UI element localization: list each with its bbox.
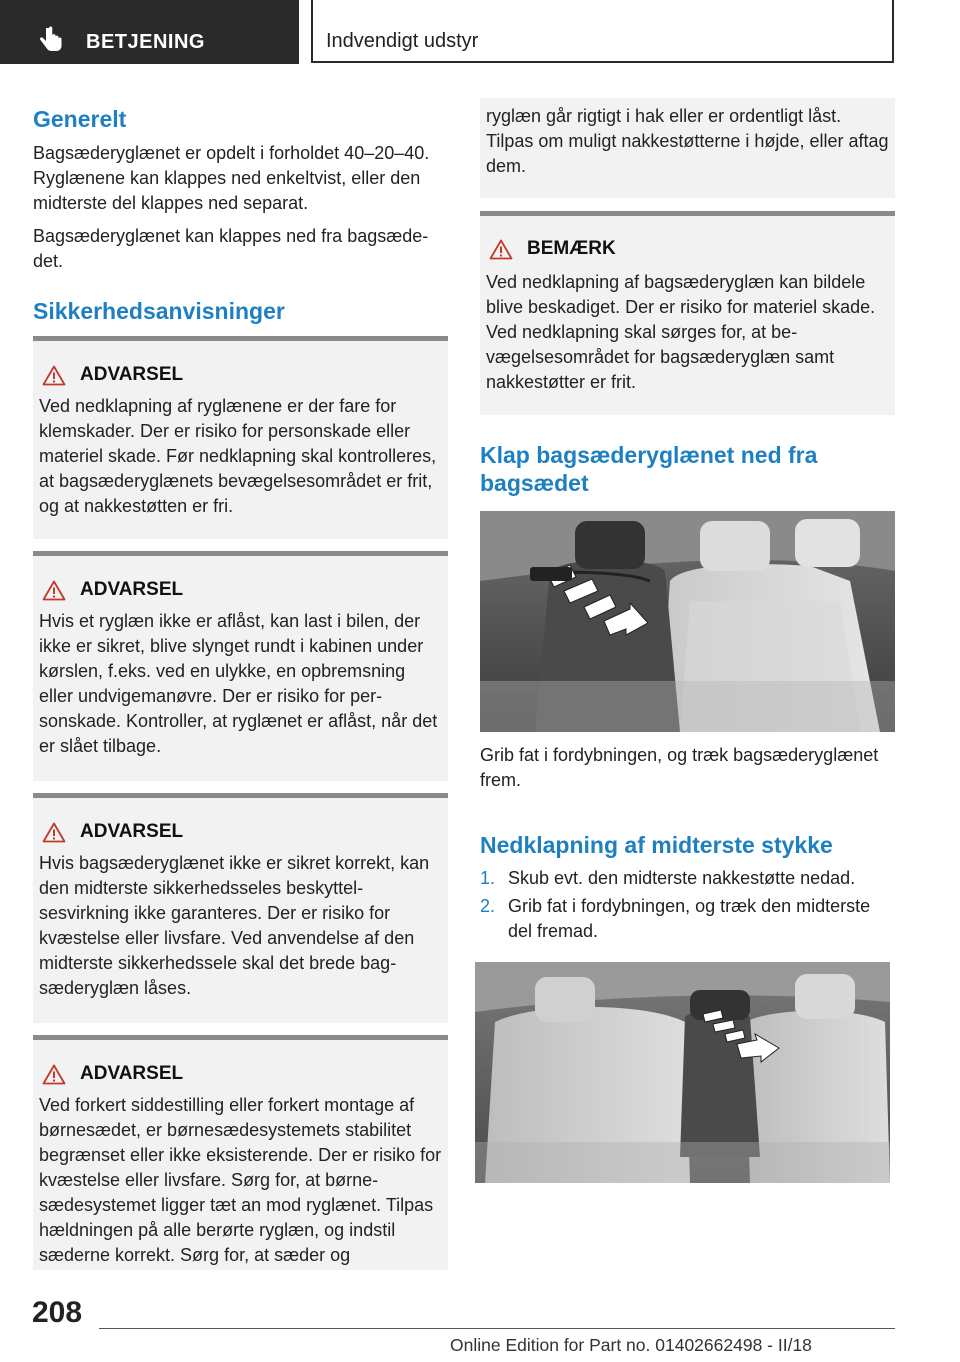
klap-heading-wrap <box>480 441 880 497</box>
note-top-bar <box>480 211 895 216</box>
warning-label: ADVARSEL <box>80 1063 184 1084</box>
generelt-paragraph-2: Bagsæderyglænet kan klappes ned fra bagsædedet. <box>33 226 429 271</box>
warning-box <box>33 551 448 781</box>
warning-text: Hvis et ryglæn ikke er aflåst, kan last i bilen, der ikke er sikret, blive slynget rundt i kabinen under kørslen, f.eks. ved en ulykke, en opbremsning eller undvigemanøvre. Der er risiko for personskade. Kontroller, at ryglænet er aflåst, når det er slået tilbage. <box>39 611 438 756</box>
note-label: BEMÆRK <box>527 238 616 259</box>
steps-list <box>480 866 895 944</box>
safety-heading-wrap <box>33 297 448 325</box>
klap-heading: Klap bagsæderyglænet ned fra bagsædet <box>480 442 818 496</box>
safety-heading: Sikkerhedsanvisninger <box>33 298 285 324</box>
warning-box <box>33 793 448 1023</box>
footer-rule <box>99 1328 895 1329</box>
generelt-block <box>33 105 448 274</box>
header-section-label: BETJENING <box>86 31 205 53</box>
warning-top-bar <box>33 551 448 556</box>
warning-triangle-icon <box>42 1064 66 1085</box>
steps-list-wrap <box>480 866 895 947</box>
warning-box <box>33 1035 448 1270</box>
warning-header <box>42 364 183 386</box>
step-number: 2. <box>480 896 496 916</box>
generelt-heading: Generelt <box>33 106 127 132</box>
header-section-tab <box>0 0 299 64</box>
warning-text: Hvis bagsæderyglænet ikke er sikret korrekt, kan den midterste sikkerhedsseles beskyttelsesvirkning ikke garanteres. Der er risiko for kvæstelse eller livsfare. Ved anvendelse af den midterste sikkerhedssele skal det brede bagsæderyglæn låses. <box>39 853 430 998</box>
midt-heading-wrap <box>480 831 895 859</box>
warning-header <box>42 821 183 843</box>
page-number: 208 <box>32 1296 83 1329</box>
warning-triangle-icon <box>42 365 66 386</box>
list-item <box>480 894 895 944</box>
warning-label: ADVARSEL <box>80 364 184 385</box>
warning-label: ADVARSEL <box>80 579 184 600</box>
midt-heading: Nedklapning af midterste stykke <box>480 832 833 858</box>
warning-continuation-box <box>480 98 895 198</box>
warning-triangle-icon <box>42 580 66 601</box>
note-header <box>489 238 616 260</box>
rear-seat-photo-2 <box>475 962 890 1183</box>
warning-top-bar <box>33 1035 448 1040</box>
warning-triangle-icon <box>42 822 66 843</box>
hand-pointer-icon <box>38 26 64 54</box>
footer-edition: Online Edition for Part no. 01402662498 - II/18 <box>450 1335 812 1355</box>
step-text: Grib fat i fordybningen, og træk den midterste del fremad. <box>508 896 871 941</box>
warning-continuation-text: ryglæn går rigtigt i hak eller er ordentligt låst. Tilpas om muligt nakkestøtterne i højde, eller aftag dem. <box>486 106 889 176</box>
step-text: Skub evt. den midterste nakkestøtte nedad. <box>508 868 856 888</box>
generelt-paragraph-1: Bagsæderyglænet er opdelt i forholdet 40–20–40. Ryglænene kan klappes ned enkeltvist, eller den midterste del klappes ned separat. <box>33 143 430 213</box>
warning-triangle-icon <box>489 239 513 260</box>
rear-seat-photo-1 <box>480 511 895 732</box>
warning-top-bar <box>33 793 448 798</box>
warning-label: ADVARSEL <box>80 821 184 842</box>
header-title: Indvendigt udstyr <box>326 30 479 52</box>
step-number: 1. <box>480 868 496 888</box>
klap-caption: Grib fat i fordybningen, og træk bagsæderyglænet frem. <box>480 745 879 790</box>
warning-header <box>42 1063 183 1085</box>
warning-text: Ved nedklapning af ryglænene er der fare for klemskader. Der er risiko for personskade eller materiel skade. Før nedklapning skal kontrolleres, at bagsæderyglænets bevægelsesområdet er frit, og at nakkestøtten er fri. <box>39 396 437 516</box>
warning-box <box>33 336 448 539</box>
klap-caption-wrap <box>480 743 892 793</box>
note-text: Ved nedklapning af bagsæderyglæn kan bildele blive beskadiget. Der er risiko for materiel skade. Ved nedklapning skal sørges for, at bevægelsesområdet for bagsæderyglæn samt nakkestøtter er frit. <box>486 272 876 392</box>
note-box <box>480 211 895 415</box>
warning-top-bar <box>33 336 448 341</box>
warning-header <box>42 579 183 601</box>
list-item <box>480 866 895 891</box>
warning-text: Ved forkert siddestilling eller forkert montage af børnesædet, er børnesædesystemets stabilitet begrænset eller ikke eksisterende. Der er risiko for kvæstelse eller livsfare. Sørg for, at børnesædesystemet ligger tæt an mod ryglænet. Tilpas hældningen på alle berørte ryglæn, og indstil sæderne korrekt. Sørg for, at sæder og <box>39 1095 442 1265</box>
